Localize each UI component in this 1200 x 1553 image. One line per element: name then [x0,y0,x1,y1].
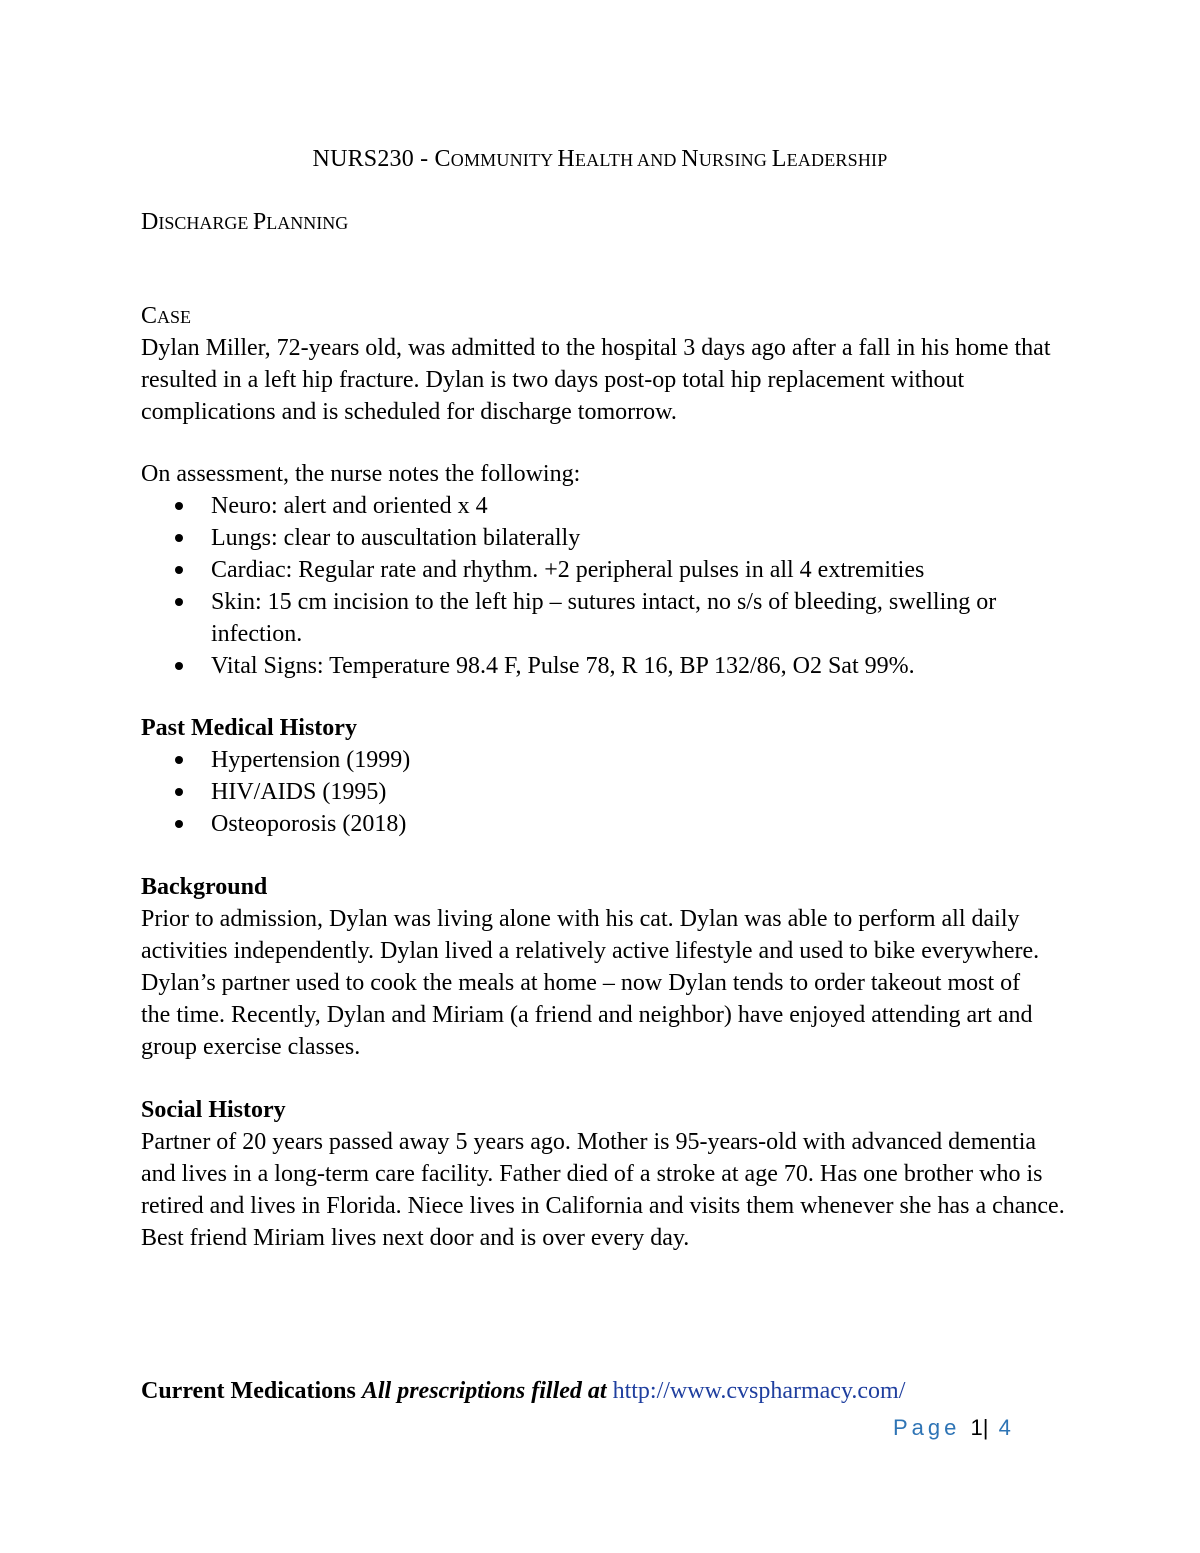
medications-line [141,1375,905,1407]
list-item-text: Osteoporosis (2018) [211,811,407,837]
title-word-cap: H [557,146,575,172]
case-heading-cap: C [141,303,158,329]
list-item [141,650,1071,682]
document-subtitle [141,205,348,240]
case-heading-rest: ASE [157,307,192,327]
case-text: Dylan Miller, 72-years old, was admitted to the hospital 3 days ago after a fall in his home that resulted in a left hip fracture. Dylan is two days post-op total hip replacement without complications and is scheduled for discharge tomorrow. [141,335,1051,425]
total-pages: 4 [998,1415,1015,1440]
title-word-cap: C [434,146,451,172]
course-code: NURS230 [312,146,414,172]
list-item [141,522,1071,554]
social-heading: Social History [141,1097,286,1123]
title-word-cap: L [771,146,787,172]
bullet-icon [175,502,183,510]
bullet-icon [175,662,183,670]
case-section [141,298,1071,1254]
list-item-text: Cardiac: Regular rate and rhythm. +2 peripheral pulses in all 4 extremities [211,557,925,583]
list-item-text: HIV/AIDS (1995) [211,779,387,805]
list-item [141,744,1071,776]
current-page: 1 [970,1415,983,1440]
subtitle-word-cap: D [141,209,159,235]
title-word-cap: N [681,146,699,172]
bullet-icon [175,756,183,764]
page-word: Page [893,1415,961,1440]
bullet-icon [175,820,183,828]
bullet-icon [175,566,183,574]
list-item [141,554,1071,586]
title-separator: - [413,146,435,172]
list-item [141,776,1071,808]
subtitle-word-rest: ISCHARGE [158,213,253,233]
page-number [893,1412,1015,1444]
medications-note: All prescriptions filled at [361,1378,607,1404]
assessment-intro: On assessment, the nurse notes the following: [141,461,581,487]
list-item-text: Lungs: clear to auscultation bilaterally [211,525,581,551]
case-heading [141,300,1071,333]
background-heading: Background [141,874,268,900]
medications-heading: Current Medications [141,1378,356,1404]
page-divider: | [982,1415,989,1440]
background-text: Prior to admission, Dylan was living alone with his cat. Dylan was able to perform all daily activities independently. Dylan lived a relatively active lifestyle and used to bike everywhere. Dylan’s partner used to cook the meals at home – now Dylan tends to order takeout most of the time. Recently, Dylan and Miriam (a friend and neighbor) have enjoyed attending art and group exercise classes. [141,906,1040,1060]
subtitle-word-cap: P [252,209,267,235]
pharmacy-link[interactable]: http://www.cvspharmacy.com/ [612,1378,906,1404]
list-item-text: Hypertension (1999) [211,747,411,773]
title-word-rest: OMMUNITY [450,150,558,170]
assessment-list [141,490,1071,682]
list-item-text: Neuro: alert and oriented x 4 [211,493,488,519]
title-word-rest: EALTH AND [574,150,682,170]
list-item [141,490,1071,522]
title-word-rest: URSING [698,150,772,170]
document-title [0,142,1200,177]
bullet-icon [175,598,183,606]
list-item [141,586,1071,650]
title-word-rest: EADERSHIP [786,150,888,170]
subtitle-word-rest: LANNING [266,213,349,233]
pmh-list [141,744,1071,840]
list-item [141,808,1071,840]
bullet-icon [175,534,183,542]
bullet-icon [175,788,183,796]
pmh-heading: Past Medical History [141,715,357,741]
list-item-text: Skin: 15 cm incision to the left hip – sutures intact, no s/s of bleeding, swelling or infection. [211,589,997,647]
list-item-text: Vital Signs: Temperature 98.4 F, Pulse 78, R 16, BP 132/86, O2 Sat 99%. [211,653,915,679]
social-text: Partner of 20 years passed away 5 years ago. Mother is 95-years-old with advanced dementia and lives in a long-term care facility. Father died of a stroke at age 70. Has one brother who is retired and lives in Florida. Niece lives in California and visits them whenever she has a chance. Best friend Miriam lives next door and is over every day. [141,1129,1065,1251]
